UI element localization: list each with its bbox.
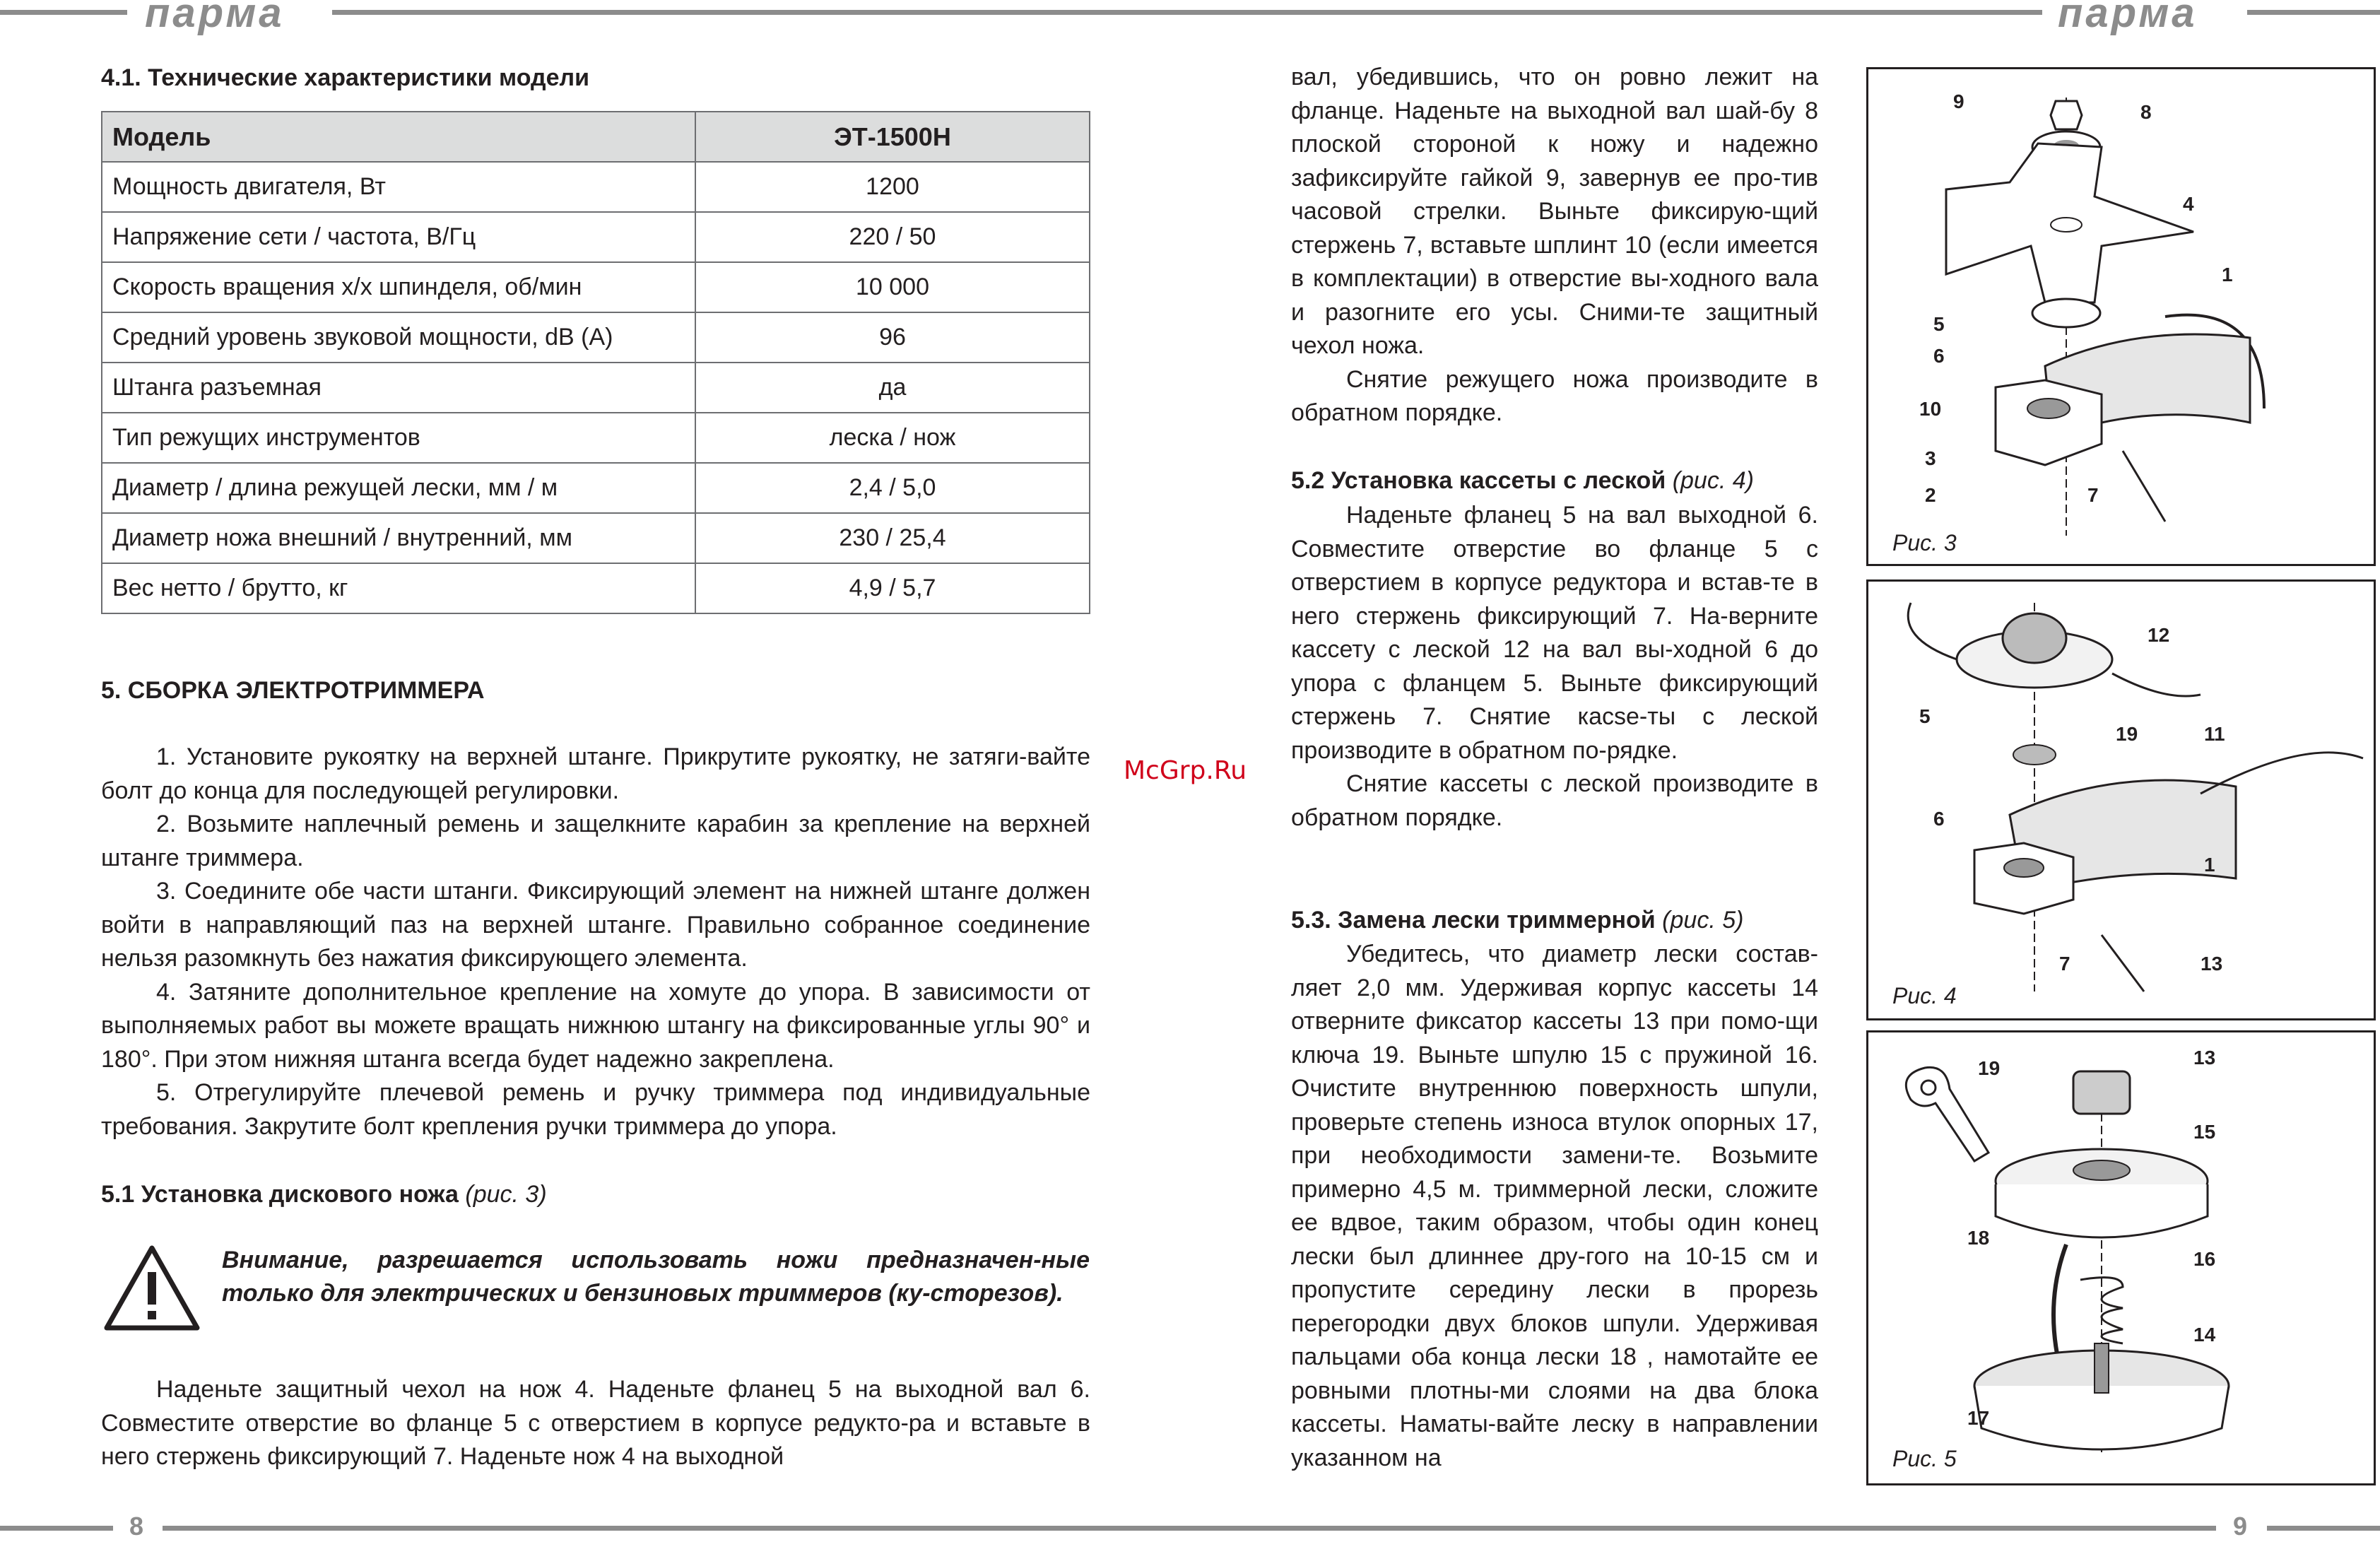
spec-param: Средний уровень звуковой мощности, dB (A) [102, 312, 695, 363]
cassette-install-text: Наденьте фланец 5 на вал выходной 6. Совместите отверстие во фланце 5 с отверстием в корпусе редуктора и встав-те в него стержень фиксирующий 7. На-верните кассету с леской 12 на вал вы-ходной 6 до упора с фланцем 5. Выньте фиксирующий стержень 7. Снятие касse-ты с леской производите в обратном по-рядке. [1291, 502, 1818, 764]
part-label: 15 [2193, 1121, 2216, 1143]
part-label: 13 [2201, 953, 2223, 975]
figure-3-labels [1868, 69, 2374, 564]
spec-param: Вес нетто / брутто, кг [102, 563, 695, 613]
section-52-title [1291, 466, 1754, 495]
table-row [102, 413, 1090, 463]
part-label: 3 [1925, 447, 1936, 469]
page-number-right: 9 [2233, 1512, 2248, 1541]
table-row [102, 212, 1090, 262]
part-label: 9 [1953, 90, 1964, 112]
spec-param: Штанга разъемная [102, 363, 695, 413]
header-rule-left [0, 10, 127, 15]
table-row [102, 563, 1090, 613]
spec-value: 4,9 / 5,7 [695, 563, 1090, 613]
section-5-title: 5. СБОРКА ЭЛЕКТРОТРИММЕРА [101, 677, 485, 704]
figure-3 [1866, 67, 2376, 566]
part-label: 6 [1933, 345, 1945, 367]
table-row [102, 312, 1090, 363]
section-52-figure-ref: (рис. 4) [1672, 467, 1754, 494]
warning-icon [102, 1244, 201, 1332]
page-number-left: 8 [129, 1512, 144, 1541]
section-51-body-left [101, 1373, 1090, 1474]
spec-param: Мощность двигателя, Вт [102, 162, 695, 212]
assembly-step-4: 4. Затяните дополнительное крепление на хомуте до упора. В зависимости от выполняемых работ вы можете вращать нижнюю штангу на фиксированные углы 90° и 180°. При этом нижняя штанга всегда будет надежно закреплена. [101, 978, 1090, 1073]
table-row [102, 463, 1090, 513]
section-5-body [101, 741, 1090, 1143]
cassette-removal-text: Снятие кассеты с леской производите в обратном порядке. [1291, 770, 1818, 831]
table-row [102, 363, 1090, 413]
part-label: 17 [1967, 1407, 1990, 1429]
section-53-figure-ref: (рис. 5) [1662, 907, 1744, 934]
brand-logo-left: пармa [145, 0, 285, 36]
header-rule-center [332, 10, 2042, 15]
part-label: 7 [2059, 953, 2070, 975]
section-51-title-text: 5.1 Установка дискового ножа [101, 1181, 459, 1208]
section-52-body [1291, 499, 1818, 835]
figure-5-labels [1868, 1032, 2374, 1483]
spec-param: Тип режущих инструментов [102, 413, 695, 463]
part-label: 16 [2193, 1248, 2216, 1270]
line-replace-text: Убедитесь, что диаметр лески состав-ляет 2,0 мм. Удерживая корпус кассеты 14 отверните фиксатор кассеты 13 при помо-щи ключа 19. Выньте шпулю 15 с пружиной 16. Очистите внутреннюю поверхность шпули, проверьте степень износа втулок опорных 17, при необходимости замени-те. Возьмите примерно 4,5 м. триммерной лески, сложите ее вдвое, таким образом, чтобы один конец лески был длиннее дру-гого на 10-15 см и пропустите середину лески в прорезь перегородки двух блоков шпули. Удерживая пальцами оба конца лески 18 , намотайте ее ровными плотны-ми слоями на два блока кассеты. Наматы-вайте леску в направлении указанном на [1291, 941, 1818, 1471]
spec-table [101, 111, 1090, 614]
section-51-figure-ref: (рис. 3) [465, 1181, 547, 1208]
header-rule-right [2247, 10, 2380, 15]
spec-value: 10 000 [695, 262, 1090, 312]
blade-install-text: Наденьте защитный чехол на нож 4. Наденьте фланец 5 на выходной вал 6. Совместите отверстие во фланце 5 с отверстием в корпусе редукто-ра и вставьте в него стержень фиксирующий 7. Наденьте нож 4 на выходной [101, 1376, 1090, 1470]
blade-install-continued: вал, убедившись, что он ровно лежит на фланце. Наденьте на выходной вал шай-бу 8 плоской стороной к ножу и надежно зафиксируйте гайкой 9, завернув ее про-тив часовой стрелки. Выньте фиксирую-щий стержень 7, вставьте шплинт 10 (если имеется в комплектации) в отверстие вы-ходного вала и разогните его усы. Сними-те защитный чехол ножа. [1291, 64, 1818, 359]
part-label: 11 [2204, 723, 2225, 745]
footer-rule-left [0, 1526, 113, 1531]
spec-value: 1200 [695, 162, 1090, 212]
section-53-title [1291, 906, 1743, 934]
figure-4 [1866, 579, 2376, 1020]
spec-value: 220 / 50 [695, 212, 1090, 262]
spec-value: да [695, 363, 1090, 413]
spec-param: Скорость вращения х/х шпинделя, об/мин [102, 262, 695, 312]
figure-4-labels [1868, 582, 2374, 1018]
assembly-step-1: 1. Установите рукоятку на верхней штанге. Прикрутите рукоятку, не затяги-вайте болт до конца для последующей регулировки. [101, 743, 1090, 804]
part-label: 5 [1933, 313, 1945, 335]
part-label: 19 [1978, 1057, 2001, 1079]
figure-3-caption: Рис. 3 [1892, 530, 1957, 555]
figure-4-caption: Рис. 4 [1892, 983, 1957, 1008]
table-row [102, 513, 1090, 563]
spec-value: леска / нож [695, 413, 1090, 463]
part-label: 6 [1933, 808, 1945, 830]
part-label: 10 [1919, 398, 1942, 420]
table-row [102, 262, 1090, 312]
spec-header-label: Модель [102, 112, 695, 162]
spec-value: 230 / 25,4 [695, 513, 1090, 563]
assembly-step-5: 5. Отрегулируйте плечевой ремень и ручку триммера под индивидуальные требования. Закрутите болт крепления ручки триммера до упора. [101, 1079, 1090, 1140]
part-label: 1 [2222, 264, 2233, 286]
part-label: 13 [2193, 1047, 2216, 1069]
spec-param: Напряжение сети / частота, В/Гц [102, 212, 695, 262]
part-label: 12 [2148, 624, 2170, 646]
part-label: 2 [1925, 484, 1936, 506]
part-label: 7 [2087, 484, 2099, 506]
footer-rule-center [163, 1526, 2216, 1531]
section-51-title [101, 1180, 547, 1208]
spec-param: Диаметр / длина режущей лески, мм / м [102, 463, 695, 513]
part-label: 4 [2183, 193, 2194, 215]
warning-text: Внимание, разрешается использовать ножи предназначен-ные только для электрических и бензиновых триммеров (ку-сторезов). [222, 1247, 1090, 1307]
part-label: 18 [1967, 1227, 1990, 1249]
table-row [102, 162, 1090, 212]
watermark: McGrp.Ru [1124, 756, 1247, 785]
part-label: 14 [2193, 1324, 2216, 1346]
section-41-title: 4.1. Технические характеристики модели [101, 64, 590, 91]
part-label: 19 [2116, 723, 2138, 745]
brand-logo-right: пармa [2058, 0, 2198, 36]
spec-table-header [102, 112, 1090, 162]
part-label: 8 [2140, 101, 2152, 123]
figure-5 [1866, 1030, 2376, 1485]
section-51-body-right [1291, 61, 1818, 430]
footer-rule-right [2267, 1526, 2380, 1531]
spec-header-model: ЭТ-1500Н [695, 112, 1090, 162]
assembly-step-2: 2. Возьмите наплечный ремень и защелкните карабин за крепление на верхней штанге триммера. [101, 811, 1090, 871]
section-53-title-text: 5.3. Замена лески триммерной [1291, 907, 1656, 934]
spec-value: 96 [695, 312, 1090, 363]
spec-value: 2,4 / 5,0 [695, 463, 1090, 513]
section-52-title-text: 5.2 Установка кассеты с леской [1291, 467, 1666, 494]
blade-removal-text: Снятие режущего ножа производите в обратном порядке. [1291, 365, 1818, 426]
assembly-step-3: 3. Соедините обе части штанги. Фиксирующий элемент на нижней штанге должен войти в направляющий паз на верхней штанге. Правильно собранное соединение нельзя разомкнуть без нажатия фиксирующего элемента. [101, 878, 1090, 972]
part-label: 1 [2204, 854, 2215, 876]
section-53-body [1291, 938, 1818, 1475]
figure-5-caption: Рис. 5 [1892, 1446, 1957, 1471]
spec-param: Диаметр ножа внешний / внутренний, мм [102, 513, 695, 563]
part-label: 5 [1919, 705, 1931, 727]
